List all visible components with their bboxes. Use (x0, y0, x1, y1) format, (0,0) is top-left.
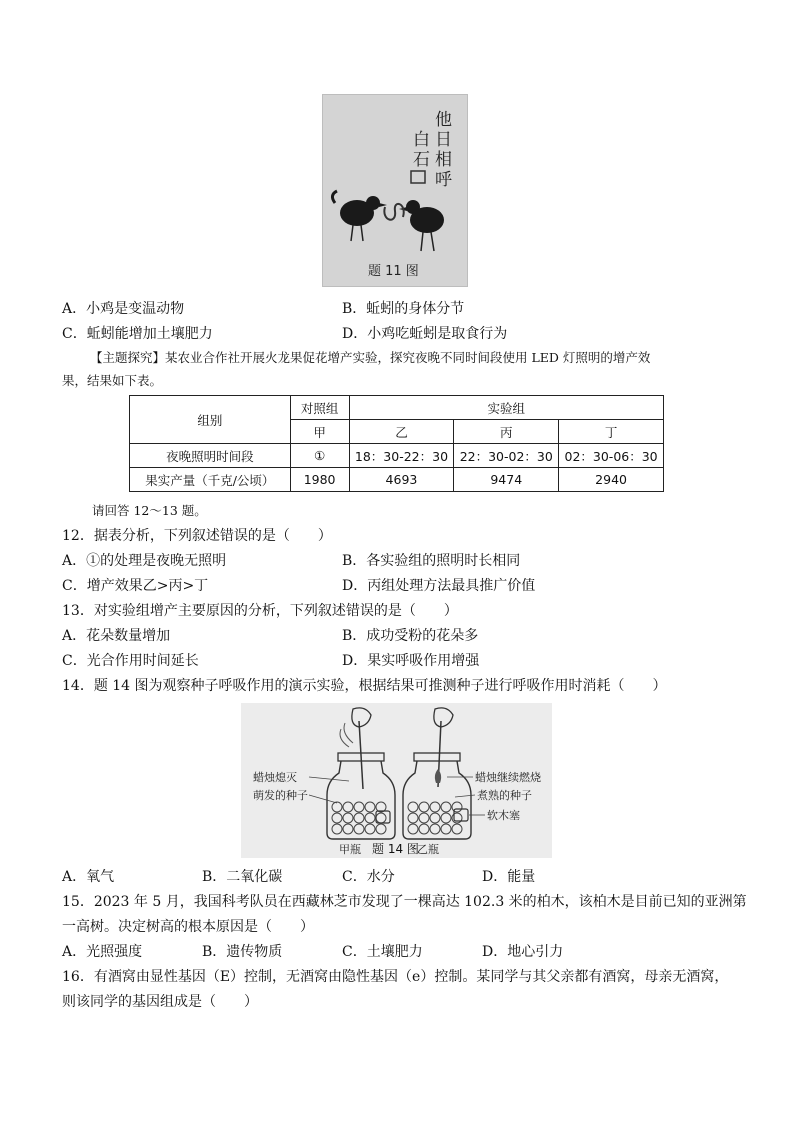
q11-option-d: D．小鸡吃蚯蚓是取食行为 (342, 326, 508, 342)
label-germinating-seeds: 萌发的种子 (253, 789, 308, 802)
table-group-yi: 乙 (349, 420, 454, 444)
q11-option-a: A．小鸡是变温动物 (62, 301, 185, 317)
chick-earthworm-illustration (323, 95, 467, 286)
q15-option-b: B．遗传物质 (202, 944, 283, 960)
q11-option-b: B．蚯蚓的身体分节 (342, 301, 465, 317)
q12-option-b: B．各实验组的照明时长相同 (342, 553, 521, 569)
poem-char-3: 相 (435, 150, 452, 170)
figure-14 (241, 703, 552, 858)
label-candle-extinguished: 蜡烛熄灭 (253, 771, 297, 784)
poem-char-5: 白 (413, 130, 430, 150)
label-bottle-a: 甲瓶 (339, 843, 361, 856)
table-cell: 1980 (290, 468, 349, 492)
yield-table (129, 395, 664, 492)
table-cell: 02：30-06：30 (559, 444, 664, 468)
poem-char-2: 日 (435, 130, 452, 150)
q14-stem: 14．题 14 图为观察种子呼吸作用的演示实验，根据结果可推测种子进行呼吸作用时消耗（ ） (62, 678, 667, 694)
poem-char-4: 呼 (435, 170, 452, 190)
q13-option-a: A．花朵数量增加 (62, 628, 171, 644)
q15-stem-line2: 一高树。决定树高的根本原因是（ ） (62, 919, 314, 935)
table-cell: ① (290, 444, 349, 468)
q14-option-c: C．水分 (342, 869, 395, 885)
q15-stem-line1: 15．2023 年 5 月，我国科考队员在西藏林芝市发现了一棵高达 102.3 米的柏木，该柏木是目前已知的亚洲第 (62, 894, 747, 910)
poem-char-6: 石 (413, 150, 430, 170)
q14-option-a: A．氧气 (62, 869, 115, 885)
q15-option-c: C．土壤肥力 (342, 944, 423, 960)
q13-option-b: B．成功受粉的花朵多 (342, 628, 479, 644)
table-group-jia: 甲 (290, 420, 349, 444)
table-cell: 9474 (454, 468, 559, 492)
q13-stem: 13．对实验组增产主要原因的分析，下列叙述错误的是（ ） (62, 603, 458, 619)
q12-option-d: D．丙组处理方法最具推广价值 (342, 578, 536, 594)
label-cork: 软木塞 (487, 809, 520, 822)
q12-option-c: C．增产效果乙>丙>丁 (62, 578, 209, 594)
figure-14-caption: 题 14 图 (372, 842, 419, 856)
figure-11-caption: 题 11 图 (368, 264, 419, 279)
table-cell: 22：30-02：30 (454, 444, 559, 468)
topic-intro-line1: 【主题探究】某农业合作社开展火龙果促花增产实验，探究夜晚不同时间段使用 LED 灯照明的增产效 (90, 350, 651, 365)
label-boiled-seeds: 煮熟的种子 (477, 789, 532, 802)
q12-stem: 12．据表分析，下列叙述错误的是（ ） (62, 528, 332, 544)
q13-option-d: D．果实呼吸作用增强 (342, 653, 480, 669)
answer-note: 请回答 12～13 题。 (92, 503, 207, 518)
table-row-label-yield: 果实产量（千克/公顷） (130, 468, 291, 492)
q14-option-b: B．二氧化碳 (202, 869, 283, 885)
table-header-experiment: 实验组 (349, 396, 663, 420)
q16-stem-line1: 16．有酒窝由显性基因（E）控制，无酒窝由隐性基因（e）控制。某同学与其父亲都有酒窝，母亲无酒窝， (62, 969, 729, 985)
figure-11 (322, 94, 468, 287)
label-candle-burning: 蜡烛继续燃烧 (475, 771, 541, 784)
table-header-control: 对照组 (290, 396, 349, 420)
q11-option-c: C．蚯蚓能增加土壤肥力 (62, 326, 213, 342)
seed-respiration-illustration (241, 703, 552, 858)
table-cell: 4693 (349, 468, 454, 492)
q16-stem-line2: 则该同学的基因组成是（ ） (62, 994, 258, 1010)
table-group-ding: 丁 (559, 420, 664, 444)
q14-option-d: D．能量 (482, 869, 536, 885)
table-header-group: 组别 (130, 396, 291, 444)
q15-option-d: D．地心引力 (482, 944, 564, 960)
poem-char-1: 他 (435, 110, 452, 130)
q15-option-a: A．光照强度 (62, 944, 143, 960)
table-row-label-time: 夜晚照明时间段 (130, 444, 291, 468)
table-cell: 2940 (559, 468, 664, 492)
q12-option-a: A．①的处理是夜晚无照明 (62, 553, 227, 569)
topic-intro-line2: 果，结果如下表。 (62, 373, 163, 388)
table-cell: 18：30-22：30 (349, 444, 454, 468)
label-bottle-b: 乙瓶 (417, 843, 439, 856)
table-group-bing: 丙 (454, 420, 559, 444)
q13-option-c: C．光合作用时间延长 (62, 653, 199, 669)
